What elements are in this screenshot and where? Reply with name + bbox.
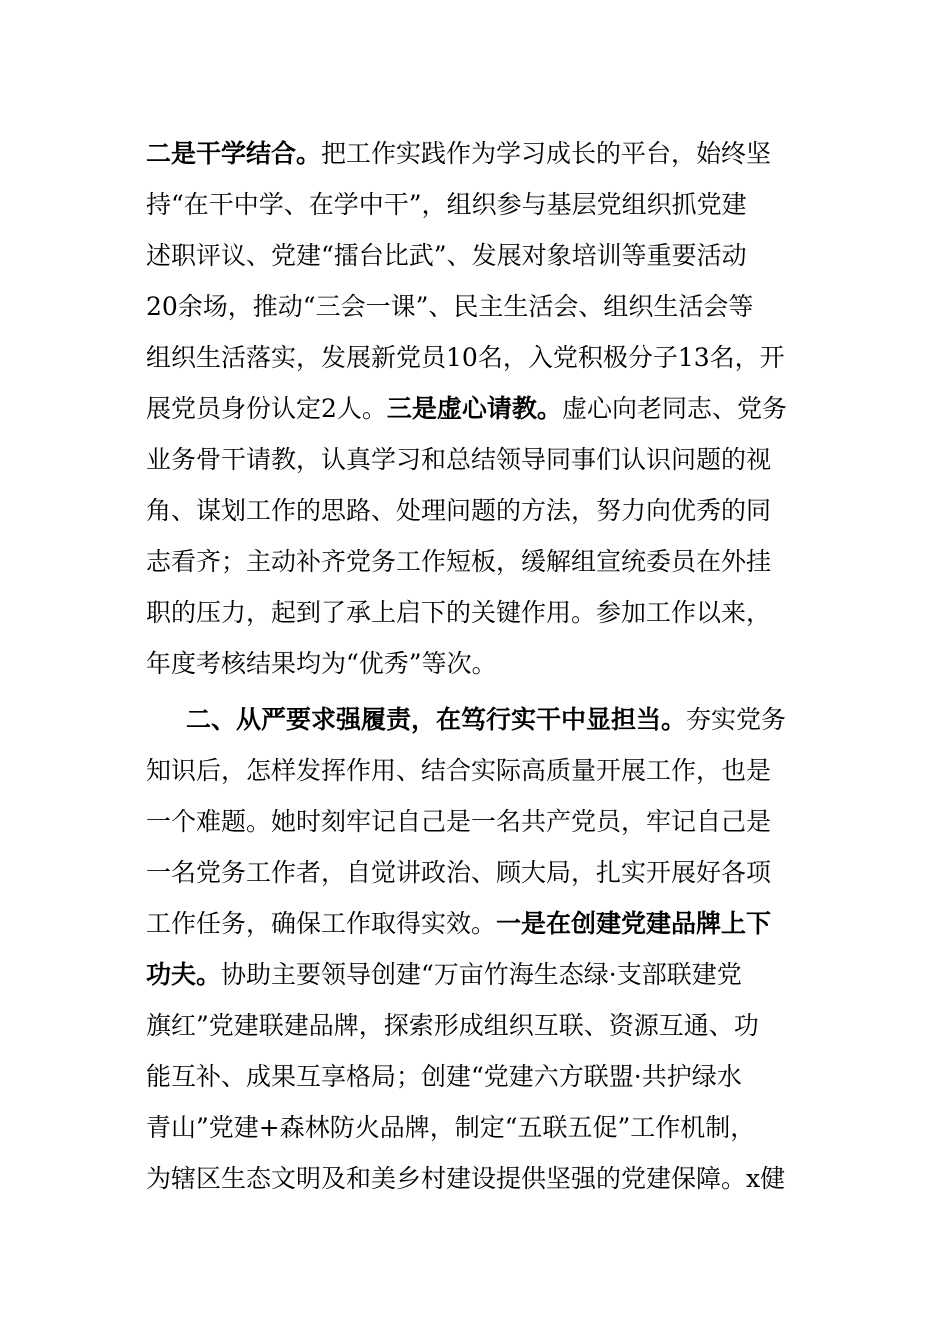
body-text-segment: 角、谋划工作的思路、处理问题的方法，努力向优秀的同 xyxy=(146,496,772,525)
body-text-segment: 协助主要领导创建“万亩竹海生态绿·支部联建党 xyxy=(221,960,742,989)
text-line xyxy=(146,128,816,179)
body-text-segment: 知识后，怎样发挥作用、结合实际高质量开展工作，也是 xyxy=(146,756,772,785)
body-text-segment: 展党员身份认定2人。 xyxy=(146,394,387,423)
bold-heading-text: 功夫。 xyxy=(146,960,222,989)
text-line xyxy=(146,949,816,1000)
bold-heading-text: 二、从严要求强履责，在笃行实干中显担当。 xyxy=(186,705,687,734)
text-line xyxy=(146,638,816,689)
text-line xyxy=(146,434,816,485)
body-text-segment: 为辖区生态文明及和美乡村建设提供坚强的党建保障。x健 xyxy=(146,1164,786,1193)
text-line xyxy=(146,745,816,796)
text-line xyxy=(146,485,816,536)
text-line xyxy=(146,230,816,281)
body-text-segment: 20余场，推动“三会一课”、民主生活会、组织生活会等 xyxy=(146,292,754,321)
body-text-segment: 旗红”党建联建品牌，探索形成组织互联、资源互通、功 xyxy=(146,1011,759,1040)
text-line xyxy=(146,898,816,949)
text-line xyxy=(146,796,816,847)
text-line xyxy=(146,1102,816,1153)
text-line xyxy=(146,847,816,898)
body-text-segment: 把工作实践作为学习成长的平台，始终坚 xyxy=(321,139,772,168)
body-text-segment: 述职评议、党建“擂台比武”、发展对象培训等重要活动 xyxy=(146,241,747,270)
body-text-segment: 业务骨干请教，认真学习和总结领导同事们认识问题的视 xyxy=(146,445,772,474)
text-line xyxy=(146,1051,816,1102)
body-text-segment: 夯实党务 xyxy=(686,705,787,734)
bold-heading-text: 三是虚心请教。 xyxy=(386,394,562,423)
body-text-segment: 一个难题。她时刻牢记自己是一名共产党员，牢记自己是 xyxy=(146,807,772,836)
body-text xyxy=(146,128,816,1204)
text-line xyxy=(146,1153,816,1204)
body-text-segment: 工作任务，确保工作取得实效。 xyxy=(146,909,497,938)
body-text-segment: 职的压力，起到了承上启下的关键作用。参加工作以来， xyxy=(146,598,772,627)
text-line xyxy=(146,332,816,383)
text-line xyxy=(146,1000,816,1051)
body-text-segment: 能互补、成果互享格局；创建“党建六方联盟·共护绿水 xyxy=(146,1062,742,1091)
bold-heading-text: 二是干学结合。 xyxy=(146,139,322,168)
text-line xyxy=(146,694,816,745)
body-text-segment: 志看齐；主动补齐党务工作短板，缓解组宣统委员在外挂 xyxy=(146,547,772,576)
text-line xyxy=(146,383,816,434)
body-text-segment: 持“在干中学、在学中干”，组织参与基层党组织抓党建 xyxy=(146,190,747,219)
text-line xyxy=(146,536,816,587)
body-text-segment: 青山”党建+森林防火品牌，制定“五联五促”工作机制， xyxy=(146,1113,756,1142)
bold-heading-text: 一是在创建党建品牌上下 xyxy=(496,909,772,938)
body-text-segment: 虚心向老同志、党务 xyxy=(561,394,787,423)
text-line xyxy=(146,587,816,638)
body-text-segment: 年度考核结果均为“优秀”等次。 xyxy=(146,649,497,678)
text-line xyxy=(146,281,816,332)
text-line xyxy=(146,179,816,230)
body-text-segment: 一名党务工作者，自觉讲政治、顾大局，扎实开展好各项 xyxy=(146,858,772,887)
body-text-segment: 组织生活落实，发展新党员10名，入党积极分子13名，开 xyxy=(146,343,785,372)
